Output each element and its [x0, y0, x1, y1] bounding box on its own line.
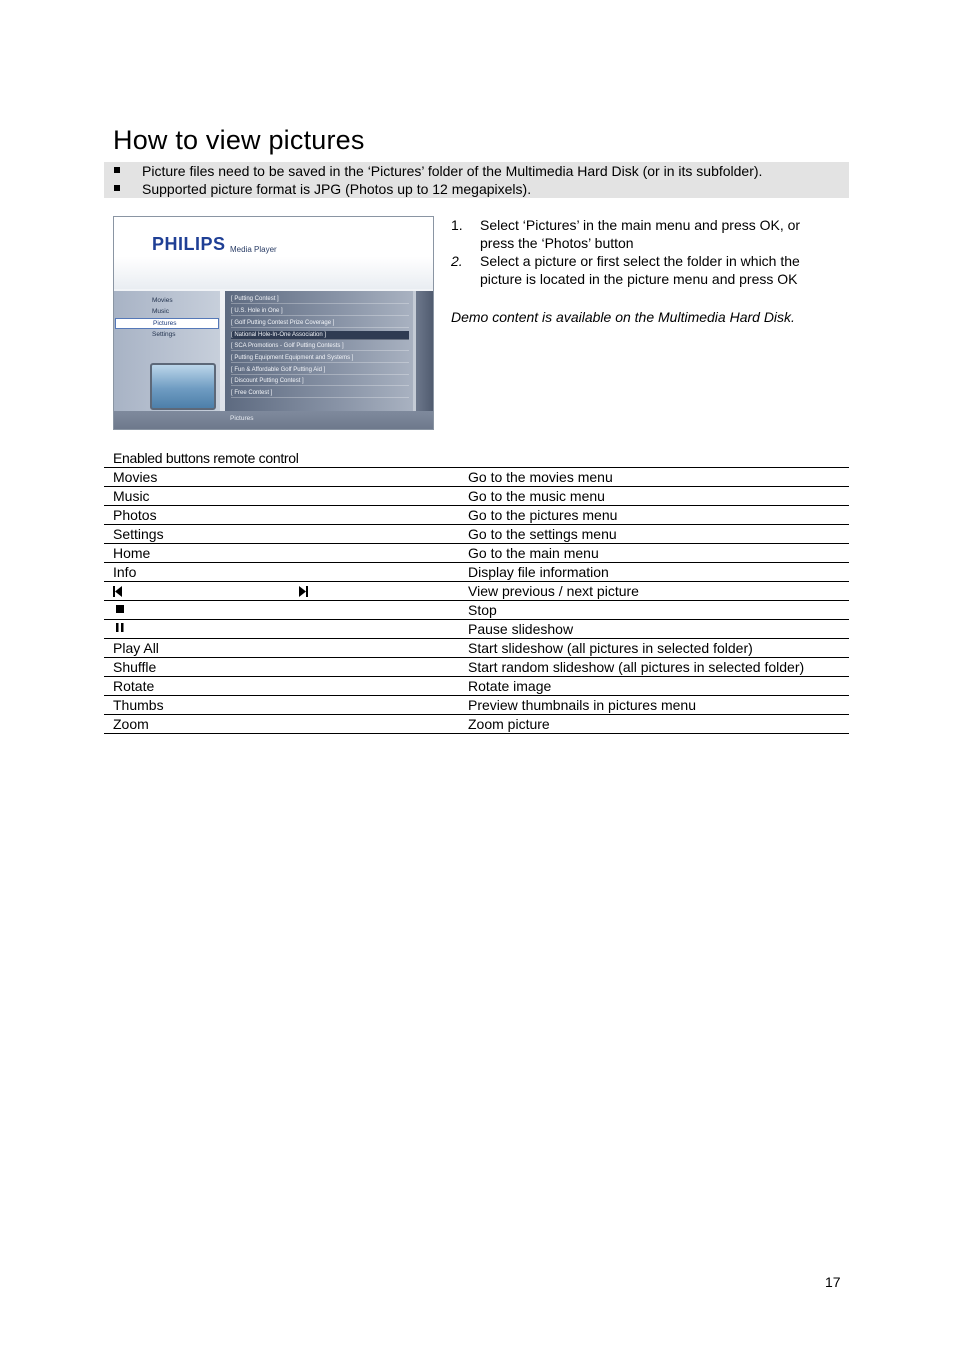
step-number: 1. [451, 217, 463, 233]
note-text: Picture files need to be saved in the ‘Pictures’ folder of the Multimedia Hard Disk (or in its subfolder). [142, 163, 763, 179]
step-text: Select a picture or first select the folder in which the picture is located in the picture menu and press OK [480, 253, 800, 287]
button-name: Home [113, 545, 151, 561]
button-name: Play All [113, 640, 159, 656]
list-item: [ SCA Promotions - Golf Putting Contests ] [231, 342, 409, 351]
screenshot-status-bar [114, 411, 433, 430]
screenshot-file-list [225, 291, 416, 411]
note-item [142, 180, 531, 198]
button-action: Start random slideshow (all pictures in selected folder) [468, 659, 805, 675]
button-name: Rotate [113, 678, 155, 694]
button-name: Photos [113, 507, 157, 523]
table-row [104, 544, 849, 563]
menu-item-pictures: Pictures [115, 318, 219, 329]
button-action: View previous / next picture [468, 583, 639, 599]
menu-item-music: Music [152, 308, 169, 315]
stop-icon [116, 605, 124, 613]
list-item: [ Putting Contest ] [231, 295, 409, 304]
table-row [104, 582, 849, 601]
media-player-screenshot [113, 216, 434, 430]
preview-thumbnail [150, 363, 216, 410]
table-row [104, 696, 849, 715]
previous-track-icon [113, 586, 122, 597]
philips-logo: PHILIPS [152, 234, 226, 254]
table-row [104, 563, 849, 582]
list-item: [ Fun & Affordable Golf Putting Aid ] [231, 366, 409, 375]
table-title: Enabled buttons remote control [113, 450, 299, 466]
note-item [142, 162, 762, 180]
button-name: Shuffle [113, 659, 157, 675]
button-name: Music [113, 488, 150, 504]
button-action: Start slideshow (all pictures in selected folder) [468, 640, 753, 656]
list-item: [ U.S. Hole in One ] [231, 307, 409, 316]
button-action: Stop [468, 602, 497, 618]
next-track-icon [299, 586, 308, 597]
button-name: Thumbs [113, 697, 164, 713]
button-name: Settings [113, 526, 164, 542]
button-action: Rotate image [468, 678, 552, 694]
bullet-icon [114, 185, 120, 191]
list-item: [ Free Contest ] [231, 389, 409, 398]
screenshot-header [114, 217, 433, 289]
button-action: Go to the pictures menu [468, 507, 618, 523]
table-row [104, 620, 849, 639]
button-action: Go to the settings menu [468, 526, 617, 542]
list-item: [ Golf Putting Contest Prize Coverage ] [231, 319, 409, 328]
demo-note: Demo content is available on the Multimedia Hard Disk. [451, 309, 795, 325]
button-action: Go to the movies menu [468, 469, 613, 485]
button-action: Display file information [468, 564, 609, 580]
table-row [104, 468, 849, 487]
button-action: Zoom picture [468, 716, 550, 732]
table-row [104, 506, 849, 525]
step-number: 2. [451, 253, 463, 269]
button-name: Movies [113, 469, 158, 485]
button-action: Preview thumbnails in pictures menu [468, 697, 696, 713]
status-label: Pictures [230, 415, 254, 422]
step-2 [451, 252, 831, 288]
table-row [104, 525, 849, 544]
page-title: How to view pictures [113, 125, 365, 155]
menu-item-settings: Settings [152, 331, 176, 338]
buttons-table [104, 467, 849, 734]
button-action: Go to the music menu [468, 488, 605, 504]
notes-box [104, 162, 849, 198]
note-text: Supported picture format is JPG (Photos up to 12 megapixels). [142, 181, 532, 197]
instruction-steps [451, 216, 831, 288]
button-action: Pause slideshow [468, 621, 574, 637]
table-row [104, 715, 849, 734]
table-row [104, 639, 849, 658]
step-text: Select ‘Pictures’ in the main menu and press OK, or press the ‘Photos’ button [480, 217, 801, 251]
bullet-icon [114, 167, 120, 173]
button-name: Zoom [113, 716, 149, 732]
screenshot-scroll-strip [416, 291, 434, 411]
button-action: Go to the main menu [468, 545, 599, 561]
menu-item-movies: Movies [152, 297, 173, 304]
pause-icon [116, 623, 124, 632]
list-item: [ Discount Putting Contest ] [231, 377, 409, 386]
list-item: [ Putting Equipment Equipment and Systems ] [231, 354, 409, 363]
list-item-selected: [ National Hole-In-One Association ] [231, 331, 409, 340]
table-row [104, 677, 849, 696]
table-row [104, 601, 849, 620]
brand-subtitle: Media Player [230, 245, 277, 254]
step-1 [451, 216, 831, 252]
table-row [104, 487, 849, 506]
table-row [104, 658, 849, 677]
button-name: Info [113, 564, 137, 580]
page-number: 17 [825, 1274, 841, 1290]
